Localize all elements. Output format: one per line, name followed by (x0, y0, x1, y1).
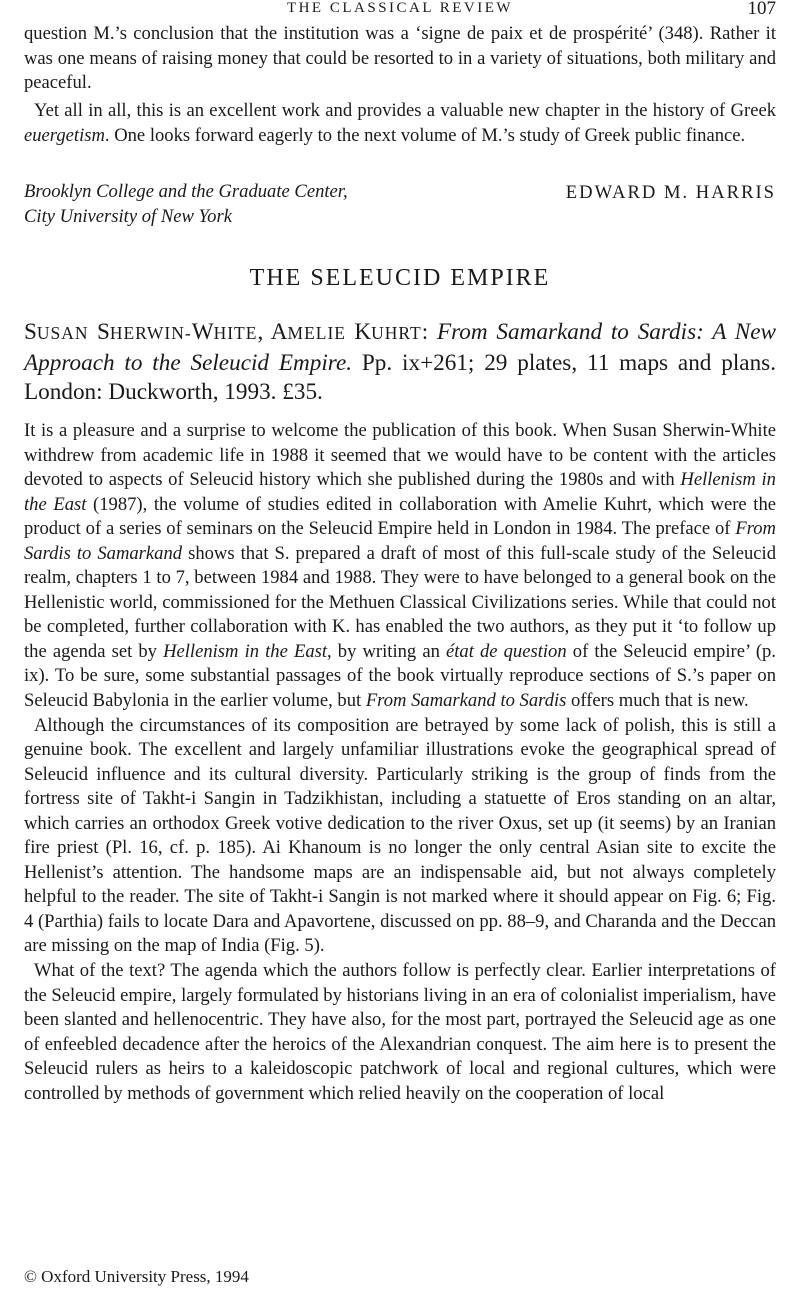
book-citation: SUSAN SHERWIN-WHITE, AMELIE KUHRT: From Samarkand to Sardis: A New Approach to the Seleucid Empire. Pp. ix+261; 29 plates, 11 maps and plans. London: Duckworth, 1993. £35. (24, 319, 776, 405)
copyright-footer: © Oxford University Press, 1994 (24, 1267, 249, 1286)
page-number: 107 (747, 0, 776, 19)
running-head (24, 0, 776, 22)
reviewer-name: EDWARD M. HARRIS (565, 182, 776, 203)
paragraph: What of the text? The agenda which the authors follow is perfectly clear. Earlier interpretations of the Seleucid empire, largely formulated by historians living in an era of colonialist imperialism, have been slanted and hellenocentric. They have also, for the most part, portrayed the Seleucid age as one of enfeebled decadence after the heroics of the Alexandrian conquest. The aim here is to present the Seleucid rulers as heirs to a kaleidoscopic patchwork of local and regional cultures, which were controlled by methods of government which relied heavily on the cooperation of local (24, 960, 776, 1104)
paragraph: It is a pleasure and a surprise to welcome the publication of this book. When Susan Sherwin-White withdrew from academic life in 1988 it seemed that we would have to be content with the articles devoted to aspects of Seleucid history which she published during the 1980s and with Hellenism in the East (1987), the volume of studies edited in collaboration with Amelie Kuhrt, which were the product of a series of seminars on the Seleucid Empire held in London in 1984. The preface of From Sardis to Samarkand shows that S. prepared a draft of most of this full-scale study of the Seleucid realm, chapters 1 to 7, between 1984 and 1988. They were to have belonged to a general book on the Hellenistic world, commissioned for the Methuen Classical Civilizations series. While that could not be completed, further collaboration with K. has enabled the two authors, as they put it ‘to follow up the agenda set by Hellenism in the East, by writing an état de question of the Seleucid empire’ (p. ix). To be sure, some substantial passages of the book virtually reproduce sections of S.’s paper on Seleucid Babylonia in the earlier volume, but From Samarkand to Sardis offers much that is new. (24, 420, 777, 712)
paragraph: Although the circumstances of its composition are betrayed by some lack of polish, this is still a genuine book. The excellent and largely unfamiliar illustrations evoke the geographical spread of Seleucid influence and its cultural diversity. Particularly striking is the group of finds from the fortress site of Takht-i Sangin in Tadzikhistan, including a statuette of Eros standing on an altar, which carries an orthodox Greek votive dedication to the river Oxus, set up (it seems) by an Iranian fire priest (Pl. 16, cf. p. 185). Ai Khanoum is no longer the only central Asian site to excite the Hellenist’s attention. The handsome maps are an indispensable aid, but not always completely helpful to the reader. The site of Takht-i Sangin is not marked where it should appear on Fig. 6; Fig. 4 (Parthia) fails to locate Dara and Apavortene, discussed on pp. 88–9, and Charanda and the Deccan are missing on the map of India (Fig. 5). (24, 714, 776, 957)
review-body (24, 419, 776, 1106)
previous-review-ending (24, 22, 776, 96)
book-title: From Samarkand to Sardis: A New Approach to the Seleucid Empire. (24, 319, 776, 376)
paragraph: question M.’s conclusion that the institution was a ‘signe de paix et de prospérité’ (348). Rather it was one means of raising money that could be resorted to in a variety of situations, both military and peaceful. (24, 23, 776, 94)
journal-title: THE CLASSICAL REVIEW (286, 0, 514, 16)
previous-review-conclusion (24, 99, 776, 148)
book-details: Pp. ix+261; 29 plates, 11 maps and plans. London: Duckworth, 1993. £35. (24, 349, 776, 405)
review-signoff (24, 180, 776, 230)
paragraph: Yet all in all, this is an excellent work and provides a valuable new chapter in the history of Greek euergetism. One looks forward eagerly to the next volume of M.’s study of Greek public finance. (24, 100, 776, 146)
reviewer-affiliation: Brooklyn College and the Graduate Center, City University of New York (24, 181, 348, 227)
section-title: THE SELEUCID EMPIRE (249, 265, 551, 291)
